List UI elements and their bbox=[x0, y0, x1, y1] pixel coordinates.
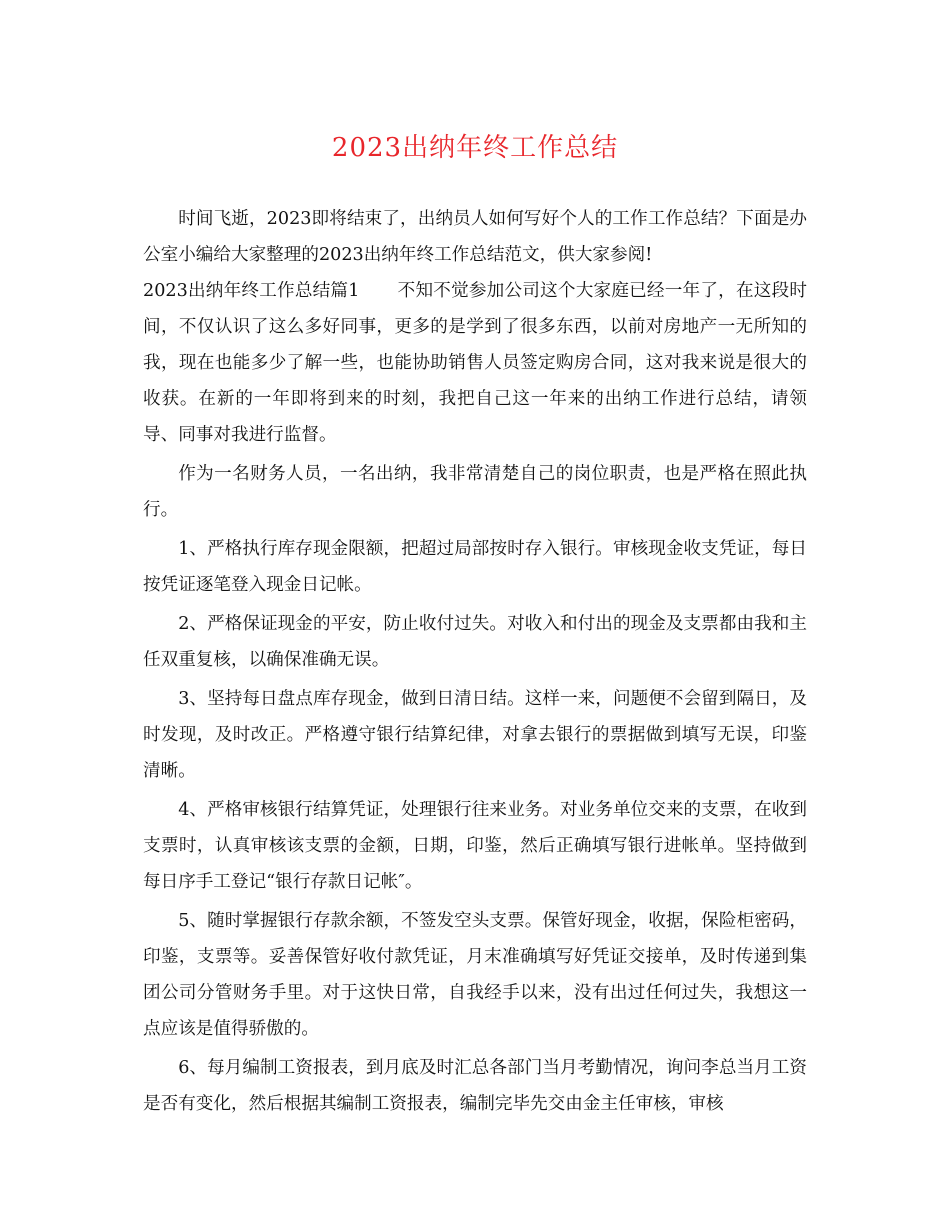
list-item-2: 2、严格保证现金的平安，防止收付过失。对收入和付出的现金及支票都由我和主任双重复核，以确保准确无误。 bbox=[143, 614, 807, 670]
list-item-5: 5、随时掌握银行存款余额，不签发空头支票。保管好现金，收据，保险柜密码，印鉴，支票等。妥善保管好收付款凭证，月末准确填写好凭证交接单，及时传递到集团公司分管财务手里。对于这快日常，自我经手以来，没有出过任何过失，我想这一点应该是值得骄傲的。 bbox=[143, 911, 807, 1039]
list-item-1: 1、严格执行库存现金限额，把超过局部按时存入银行。审核现金收支凭证，每日按凭证逐笔登入现金日记帐。 bbox=[143, 539, 807, 595]
list-item-6: 6、每月编制工资报表，到月底及时汇总各部门当月考勤情况，询问李总当月工资是否有变化，然后根据其编制工资报表，编制完毕先交由金主任审核，审核 bbox=[143, 1058, 807, 1114]
section-paragraph bbox=[143, 273, 807, 453]
section-heading: 2023出纳年终工作总结篇1 bbox=[143, 281, 360, 301]
list-item-4: 4、严格审核银行结算凭证，处理银行往来业务。对业务单位交来的支票，在收到支票时，认真审核该支票的金额，日期，印鉴，然后正确填写银行进帐单。坚持做到每日序手工登记“银行存款日记帐″。 bbox=[143, 800, 807, 892]
intro-paragraph: 时间飞逝，2023即将结束了，出纳员人如何写好个人的工作工作总结？下面是办公室小编给大家整理的2023出纳年终工作总结范文，供大家参阅! bbox=[143, 209, 807, 265]
section-first-text: 不知不觉参加公司这个大家庭已经一年了，在这段时间，不仅认识了这么多好同事，更多的是学到了很多东西，以前对房地产一无所知的我，现在也能多少了解一些，也能协助销售人员签定购房合同，这对我来说是很大的收获。在新的一年即将到来的时刻，我把自己这一年来的出纳工作进行总结，请领导、同事对我进行监督。 bbox=[143, 281, 807, 445]
document-body bbox=[143, 201, 807, 1122]
duty-paragraph: 作为一名财务人员，一名出纳，我非常清楚自己的岗位职责，也是严格在照此执行。 bbox=[143, 464, 807, 520]
list-item-3: 3、坚持每日盘点库存现金，做到日清日结。这样一来，问题便不会留到隔日，及时发现，及时改正。严格遵守银行结算纪律，对拿去银行的票据做到填写无误，印鉴清晰。 bbox=[143, 689, 807, 781]
document-title: 2023出纳年终工作总结 bbox=[331, 133, 619, 163]
